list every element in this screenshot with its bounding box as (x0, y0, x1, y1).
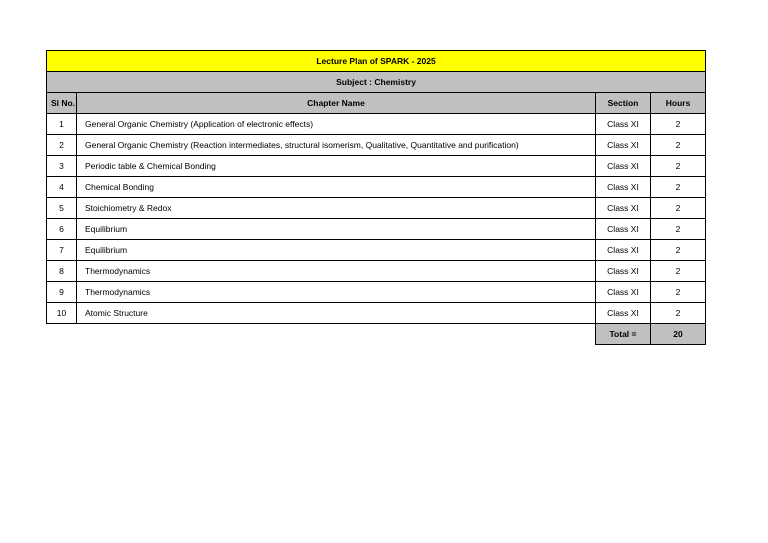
cell-chapter-name: Equilibrium (77, 219, 596, 240)
cell-section: Class XI (596, 156, 651, 177)
cell-sl-no: 10 (47, 303, 77, 324)
header-section: Section (596, 93, 651, 114)
cell-sl-no: 1 (47, 114, 77, 135)
table-row (47, 282, 706, 303)
cell-hours: 2 (651, 240, 706, 261)
table-row (47, 135, 706, 156)
table-row (47, 114, 706, 135)
subject-row (47, 72, 706, 93)
table-row (47, 240, 706, 261)
cell-section: Class XI (596, 114, 651, 135)
cell-section: Class XI (596, 240, 651, 261)
cell-sl-no: 8 (47, 261, 77, 282)
cell-chapter-name: Atomic Structure (77, 303, 596, 324)
cell-chapter-name: General Organic Chemistry (Reaction intermediates, structural isomerism, Qualitative, Quantitative and purification) (77, 135, 596, 156)
cell-hours: 2 (651, 156, 706, 177)
cell-section: Class XI (596, 135, 651, 156)
table-row (47, 198, 706, 219)
header-sl-no: Sl No. (47, 93, 77, 114)
cell-hours: 2 (651, 282, 706, 303)
cell-hours: 2 (651, 219, 706, 240)
total-spacer (77, 324, 596, 345)
cell-section: Class XI (596, 198, 651, 219)
cell-sl-no: 6 (47, 219, 77, 240)
header-hours: Hours (651, 93, 706, 114)
cell-section: Class XI (596, 177, 651, 198)
cell-sl-no: 2 (47, 135, 77, 156)
table-row (47, 156, 706, 177)
cell-sl-no: 7 (47, 240, 77, 261)
table-row (47, 261, 706, 282)
cell-section: Class XI (596, 282, 651, 303)
cell-section: Class XI (596, 219, 651, 240)
table-row (47, 177, 706, 198)
title-row (47, 51, 706, 72)
header-chapter-name: Chapter Name (77, 93, 596, 114)
header-row (47, 93, 706, 114)
table-title: Lecture Plan of SPARK - 2025 (47, 51, 706, 72)
cell-hours: 2 (651, 135, 706, 156)
total-spacer (47, 324, 77, 345)
cell-hours: 2 (651, 303, 706, 324)
cell-sl-no: 5 (47, 198, 77, 219)
cell-sl-no: 3 (47, 156, 77, 177)
total-value: 20 (651, 324, 706, 345)
subject-label: Subject : Chemistry (47, 72, 706, 93)
cell-chapter-name: General Organic Chemistry (Application of electronic effects) (77, 114, 596, 135)
cell-chapter-name: Thermodynamics (77, 282, 596, 303)
lecture-plan-sheet (46, 50, 705, 345)
cell-section: Class XI (596, 303, 651, 324)
cell-hours: 2 (651, 198, 706, 219)
table-row (47, 219, 706, 240)
cell-chapter-name: Equilibrium (77, 240, 596, 261)
cell-hours: 2 (651, 114, 706, 135)
total-row (47, 324, 706, 345)
cell-hours: 2 (651, 177, 706, 198)
cell-chapter-name: Chemical Bonding (77, 177, 596, 198)
cell-sl-no: 4 (47, 177, 77, 198)
cell-chapter-name: Stoichiometry & Redox (77, 198, 596, 219)
cell-chapter-name: Periodic table & Chemical Bonding (77, 156, 596, 177)
lecture-plan-table (46, 50, 706, 345)
cell-chapter-name: Thermodynamics (77, 261, 596, 282)
cell-section: Class XI (596, 261, 651, 282)
cell-hours: 2 (651, 261, 706, 282)
total-label: Total = (596, 324, 651, 345)
table-row (47, 303, 706, 324)
cell-sl-no: 9 (47, 282, 77, 303)
